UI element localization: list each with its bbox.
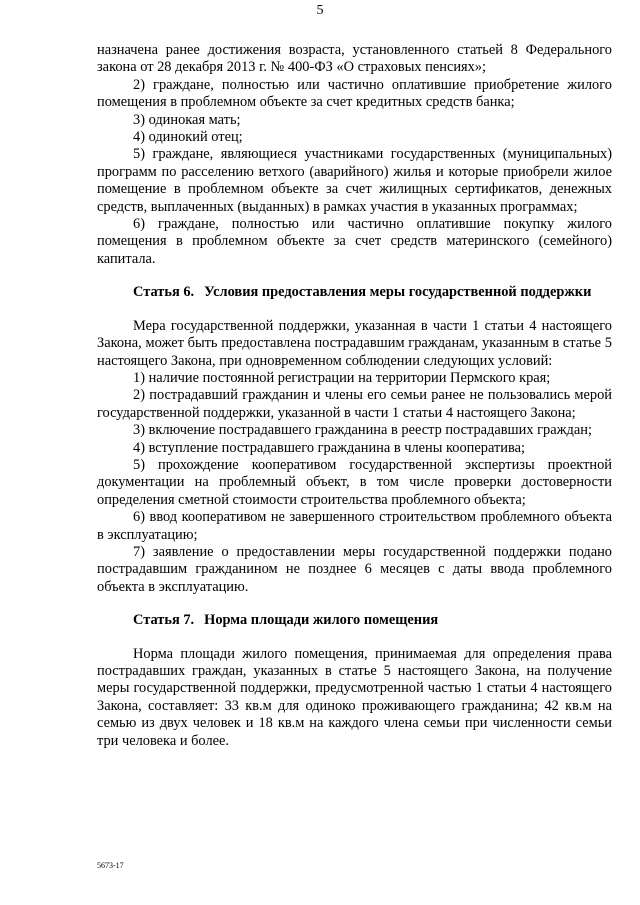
article-6-paragraph: 5) прохождение кооперативом государственной экспертизы проектной документации на проблемный объект, в том числе проверки достоверности определения сметной стоимости строительства проблемного объекта; bbox=[97, 456, 612, 508]
article-6-paragraph: 7) заявление о предоставлении меры государственной поддержки подано пострадавшим гражданином не позднее 6 месяцев с даты ввода проблемного объекта в эксплуатацию. bbox=[97, 543, 612, 595]
article-7-paragraph: Норма площади жилого помещения, принимаемая для определения права пострадавших граждан, указанных в статье 5 настоящего Закона, на получение меры государственной поддержки, предусмотренной частью 1 статьи 4 настоящего Закона, составляет: 33 кв.м для одиноко проживающего гражданина; 42 кв.м на семью из двух человек и 18 кв.м на каждого члена семьи при численности семьи три человека и более. bbox=[97, 645, 612, 749]
article-7-number: Статья 7. bbox=[133, 612, 195, 629]
top-paragraph: 2) граждане, полностью или частично оплатившие приобретение жилого помещения в проблемном объекте за счет кредитных средств банка; bbox=[97, 76, 612, 111]
article-6-paragraph: 1) наличие постоянной регистрации на территории Пермского края; bbox=[133, 369, 551, 386]
article-7-title: Норма площади жилого помещения bbox=[204, 612, 439, 629]
top-paragraphs bbox=[97, 42, 612, 268]
document-body bbox=[97, 42, 612, 750]
article-7-paragraphs bbox=[97, 646, 612, 750]
top-paragraph: назначена ранее достижения возраста, установленного статьей 8 Федерального закона от 28 декабря 2013 г. № 400-ФЗ «О страховых пенсиях»; bbox=[97, 42, 612, 76]
article-6-number: Статья 6. bbox=[133, 284, 195, 301]
article-6-paragraph: 3) включение пострадавшего гражданина в реестр пострадавших граждан; bbox=[133, 422, 592, 439]
article-6-heading bbox=[97, 284, 612, 301]
page-number: 5 bbox=[316, 3, 324, 18]
top-paragraph: 4) одинокий отец; bbox=[133, 129, 243, 146]
article-7-heading bbox=[97, 612, 612, 629]
article-6-paragraphs bbox=[97, 318, 612, 597]
article-6-paragraph: 4) вступление пострадавшего гражданина в члены кооператива; bbox=[133, 439, 525, 456]
article-6-paragraph: 6) ввод кооперативом не завершенного строительством проблемного объекта в эксплуатацию; bbox=[97, 509, 612, 543]
top-paragraph: 6) граждане, полностью или частично оплатившие покупку жилого помещения в проблемном объекте за счет средств материнского (семейного) капитала. bbox=[97, 216, 612, 267]
article-6-title: Условия предоставления меры государственной поддержки bbox=[204, 284, 592, 301]
top-paragraph: 5) граждане, являющиеся участниками государственных (муниципальных) программ по расселению ветхого (аварийного) жилья и которые приобрели жилое помещение в проблемном объекте за счет жилищных сертификатов, денежных средств, выплаченных (выданных) в рамках участия в указанных программах; bbox=[97, 146, 612, 215]
top-paragraph: 3) одинокая мать; bbox=[133, 111, 241, 128]
article-6-paragraph: Мера государственной поддержки, указанная в части 1 статьи 4 настоящего Закона, может быть предоставлена пострадавшим гражданам, указанным в статье 5 настоящего Закона, при одновременном соблюдении следующих условий: bbox=[97, 317, 612, 369]
article-6-paragraph: 2) пострадавший гражданин и члены его семьи ранее не пользовались мерой государственной поддержки, указанной в части 1 статьи 4 настоящего Закона; bbox=[97, 387, 612, 421]
document-code: 5673-17 bbox=[97, 861, 124, 870]
